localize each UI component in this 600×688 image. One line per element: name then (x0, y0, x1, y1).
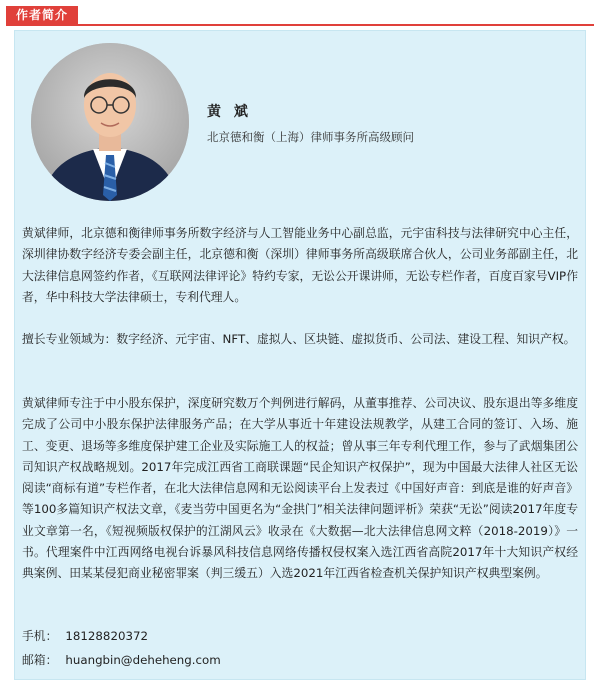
author-card (14, 30, 586, 680)
email-label: 邮箱： (22, 653, 58, 667)
author-title: 北京德和衡（上海）律师事务所高级顾问 (207, 130, 414, 144)
author-name: 黄 斌 (207, 104, 252, 120)
section-tag: 作者简介 (6, 6, 78, 25)
phone-label: 手机： (22, 629, 58, 643)
bio-paragraph-expertise: 擅长专业领域为：数字经济、元宇宙、NFT、虚拟人、区块链、虚拟货币、公司法、建设工程、知识产权。 (22, 332, 576, 346)
section-divider (6, 24, 594, 26)
bio-paragraph-intro: 黄斌律师，北京德和衡律师事务所数字经济与人工智能业务中心副总监，元宇宙科技与法律研究中心主任，深圳律协数字经济专委会副主任，北京德和衡（深圳）律师事务所高级联席合伙人，公司业务部副主任，北大法律信息网签约作者，《互联网法律评论》特约专家，无讼公开课讲师，无讼专栏作者，百度百家号VIP作者，华中科技大学法律硕士，专利代理人。 (22, 226, 578, 304)
bio-paragraph-experience: 黄斌律师专注于中小股东保护，深度研究数万个判例进行解码，从董事推荐、公司决议、股东退出等多维度完成了公司中小股东保护法律服务产品；在大学从事近十年建设法规教学，从建工合同的签订、入场、施工、变更、退场等多维度保护建工企业及实际施工人的权益；曾从事三年专利代理工作，参与了武烟集团公司知识产权战略规划。2017年完成江西省工商联课题“民企知识产权保护”，现为中国最大法律人社区无讼阅读“商标有道”专栏作者，在北大法律信息网和无讼阅读平台上发表过《中国好声音：到底是谁的好声音》等100多篇知识产权法文章，《麦当劳中国更名为“金拱门”相关法律问题评析》荣获“无讼”阅读2017年度专业文章第一名，《短视频版权保护的江湖风云》收录在《大数据—北大法律信息网文粹（2018-2019）》一书。代理案件中江西网络电视台诉暴风科技信息网络传播权侵权案入选江西省高院2017年十大知识产权经典案例、田某某侵犯商业秘密罪案（判三缓五）入选2021年江西省检查机关保护知识产权典型案例。 (22, 396, 578, 581)
phone-value: 18128820372 (65, 629, 148, 643)
contact-phone (22, 627, 148, 645)
contact-email (22, 651, 221, 669)
author-avatar (31, 43, 189, 201)
avatar-portrait-icon (31, 43, 189, 201)
email-value[interactable]: huangbin@deheheng.com (65, 653, 221, 667)
